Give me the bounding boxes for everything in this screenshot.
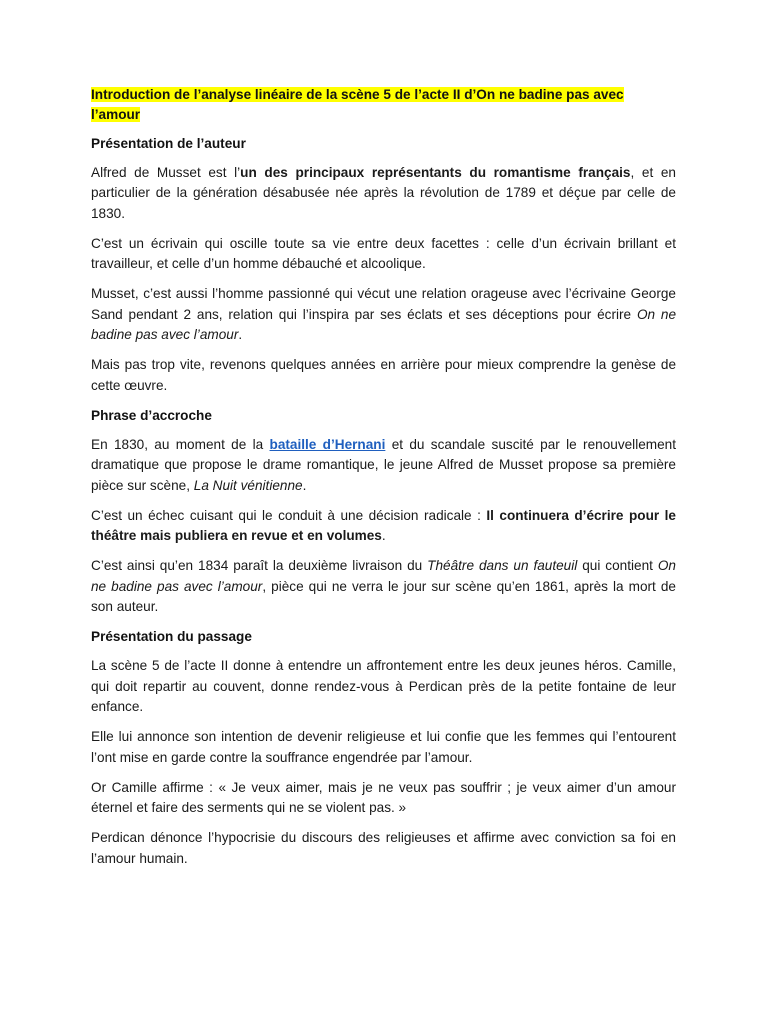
paragraph-hook-1: [91, 435, 676, 496]
heading-passage-presentation: Présentation du passage: [91, 629, 252, 645]
paragraph-passage-3: Or Camille affirme : « Je veux aimer, mais je ne veux pas souffrir ; je veux aimer d’un amour éternel et faire des serments qui ne se violent pas. »: [91, 779, 676, 816]
paragraph-author-4: Mais pas trop vite, revenons quelques années en arrière pour mieux comprendre la genèse de cette œuvre.: [91, 357, 676, 393]
paragraph-passage-2: Elle lui annonce son intention de devenir religieuse et lui confie que les femmes qui l’entourent l’ont mise en garde contre la souffrance engendrée par l’amour.: [91, 729, 676, 765]
paragraph-hook-2: [91, 506, 676, 547]
paragraph-hook-3: [91, 556, 676, 617]
text-run: C’est ainsi qu’en 1834 paraît la deuxième livraison du: [91, 558, 428, 574]
italic-work-title: On ne badine pas avec l’amour: [91, 558, 676, 594]
text-run: Musset, c’est aussi l’homme passionné qui vécut une relation orageuse avec l’écrivaine George Sand pendant 2 ans, relation qui l’inspira par ses éclats et ses déceptions pour écrire: [91, 286, 676, 322]
italic-work-title: On ne badine pas avec l’amour: [91, 306, 677, 343]
italic-work-title: Théâtre dans un fauteuil: [427, 558, 578, 574]
heading-hook: Phrase d’accroche: [91, 407, 212, 423]
document-title: [91, 85, 676, 125]
heading-author-presentation: Présentation de l’auteur: [91, 136, 246, 151]
document-body: [91, 85, 676, 879]
hernani-link[interactable]: bataille d’Hernani: [269, 436, 386, 452]
text-run: .: [238, 327, 243, 343]
paragraph-author-1: [91, 163, 676, 224]
text-run: , et en particulier de la génération désabusée née après la révolution de 1789 et déçue par celle de 1830.: [91, 165, 676, 221]
bold-text: un des principaux représentants du romantisme français: [240, 165, 631, 180]
text-run: .: [381, 528, 386, 544]
text-run: En 1830, au moment de la: [91, 436, 270, 452]
text-run: , pièce qui ne verra le jour sur scène qu’en 1861, après la mort de son auteur.: [91, 578, 676, 615]
paragraph-author-3: [91, 284, 676, 345]
text-run: et du scandale suscité par le renouvellement dramatique que propose le drame romantique, le jeune Alfred de Musset propose sa première pièce sur scène,: [91, 436, 676, 493]
text-run: qui contient: [577, 558, 658, 574]
paragraph-passage-1: La scène 5 de l’acte II donne à entendre un affrontement entre les deux jeunes héros. Camille, qui doit repartir au couvent, donne rendez-vous à Perdican près de la petite fontaine de leur enfance.: [91, 658, 676, 714]
text-run: C’est un échec cuisant qui le conduit à une décision radicale :: [91, 507, 487, 523]
text-run: Alfred de Musset est l’: [91, 165, 241, 180]
paragraph-author-2: C’est un écrivain qui oscille toute sa vie entre deux facettes : celle d’un écrivain brillant et travailleur, et celle d’un homme débauché et alcoolique.: [91, 235, 676, 272]
italic-work-title: La Nuit vénitienne: [193, 477, 303, 493]
paragraph-passage-4: Perdican dénonce l’hypocrisie du discours des religieuses et affirme avec conviction sa foi en l’amour humain.: [91, 830, 676, 866]
highlighted-title-text: Introduction de l’analyse linéaire de la scène 5 de l’acte II d’On ne badine pas avec l’amour: [91, 87, 624, 122]
bold-text: Il continuera d’écrire pour le théâtre mais publiera en revue et en volumes: [91, 507, 676, 544]
text-run: .: [302, 477, 307, 493]
